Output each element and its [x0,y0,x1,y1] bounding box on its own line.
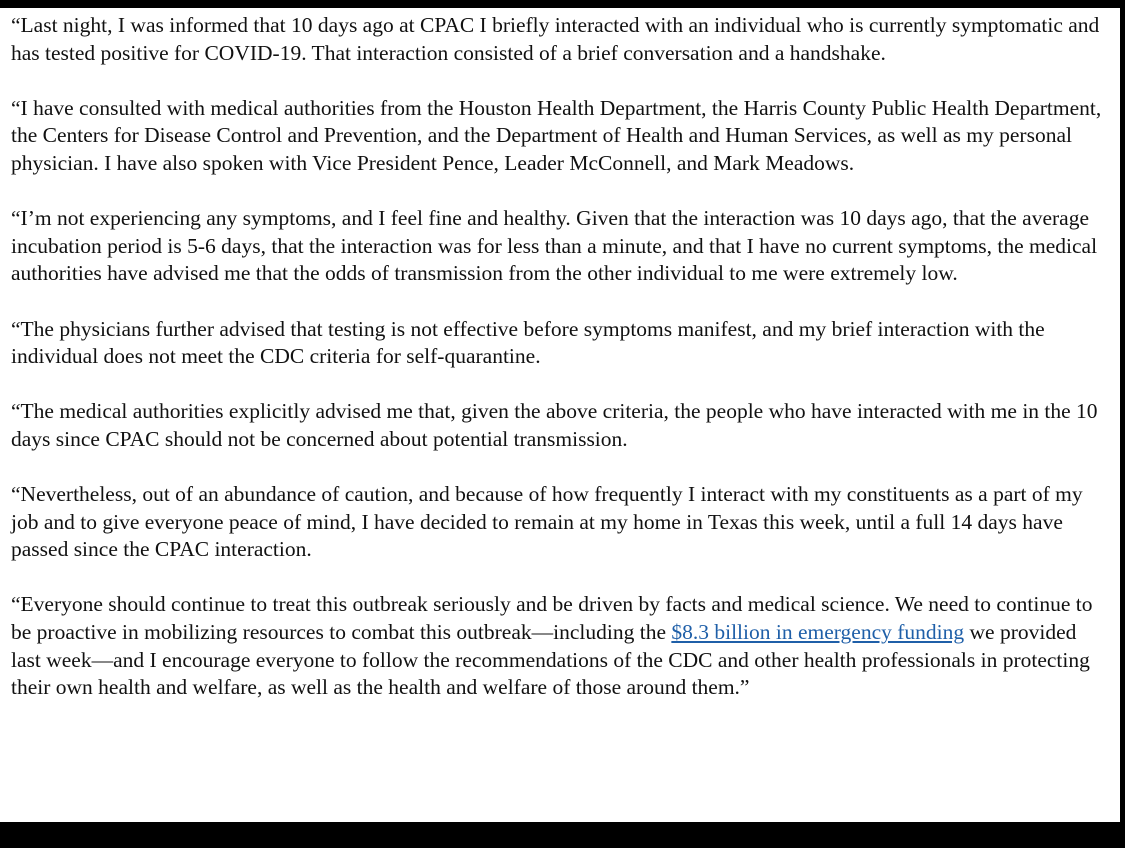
document-page [0,8,1120,822]
paragraph-6: “Nevertheless, out of an abundance of caution, and because of how frequently I interact with my constituents as a part of my job and to give everyone peace of mind, I have decided to remain at my home in Texas this week, until a full 14 days have passed since the CPAC interaction. [11,482,1083,562]
paragraph-5: “The medical authorities explicitly advised me that, given the above criteria, the people who have interacted with me in the 10 days since CPAC should not be concerned about potential transmission. [11,399,1098,451]
statement-body [11,12,1111,702]
paragraph-2: “I have consulted with medical authorities from the Houston Health Department, the Harris County Public Health Department, the Centers for Disease Control and Prevention, and the Department of Health and Human Services, as well as my personal physician. I have also spoken with Vice President Pence, Leader McConnell, and Mark Meadows. [11,95,1102,175]
paragraph-7-before-link: “Everyone should continue to treat this outbreak seriously and be driven by facts and medical science. We need to continue to be proactive in mobilizing resources to combat this outbreak—including the [11,592,1093,645]
paragraph-1: “Last night, I was informed that 10 days ago at CPAC I briefly interacted with an individual who is currently symptomatic and has tested positive for COVID-19. That interaction consisted of a brief conversation and a handshake. [11,13,1100,65]
paragraph-7 [11,591,1111,701]
emergency-funding-link[interactable]: $8.3 billion in emergency funding [671,620,965,645]
paragraph-3: “I’m not experiencing any symptoms, and I feel fine and healthy. Given that the interaction was 10 days ago, that the average incubation period is 5-6 days, that the interaction was for less than a minute, and that I have no current symptoms, the medical authorities have advised me that the odds of transmission from the other individual to me were extremely low. [11,206,1098,286]
paragraph-4: “The physicians further advised that testing is not effective before symptoms manifest, and my brief interaction with the individual does not meet the CDC criteria for self-quarantine. [11,316,1045,369]
paragraph-7-after-link: we provided last week—and I encourage everyone to follow the recommendations of the CDC and other health professionals in protecting their own health and welfare, as well as the health and welfare of those around them.” [11,620,1090,700]
